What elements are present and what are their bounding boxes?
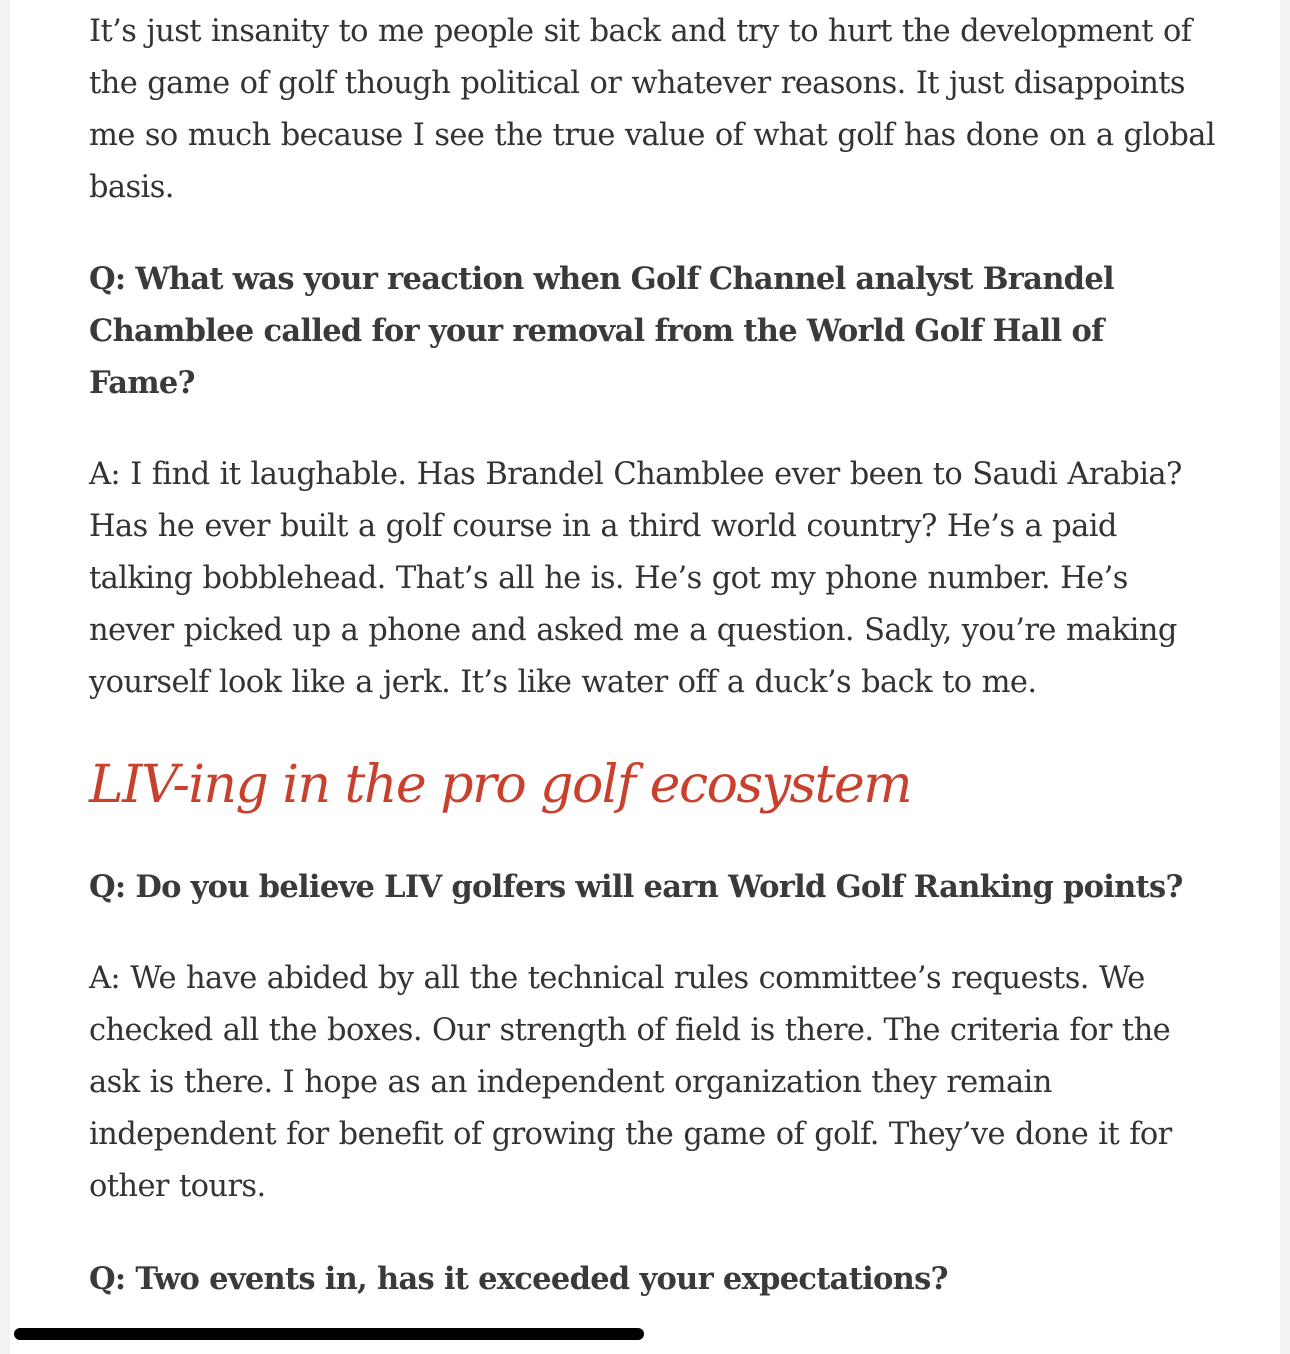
interview-answer: A: I find it laughable. Has Brandel Chamblee ever been to Saudi Arabia? Has he ever built a golf course in a third world country? He’s a paid talking bobblehead. That’s all he is. He’s got my phone number. He’s never picked up a phone and asked me a question. Sadly, you’re making yourself look like a jerk. It’s like water off a duck’s back to me. [89, 457, 1182, 700]
article-page [10, 0, 1280, 1354]
section-heading: LIV-ing in the pro golf ecosystem [89, 755, 912, 815]
home-indicator[interactable] [14, 1328, 644, 1340]
article-paragraph: It’s just insanity to me people sit back and try to hurt the development of the game of golf though political or whatever reasons. It just disappoints me so much because I see the true value of what golf has done on a global basis. [89, 14, 1216, 205]
interview-question: Q: What was your reaction when Golf Channel analyst Brandel Chamblee called for your removal from the World Golf Hall of Fame? [89, 261, 1114, 401]
interview-question: Q: Do you believe LIV golfers will earn World Golf Ranking points? [89, 869, 1183, 905]
interview-answer: A: We have abided by all the technical rules committee’s requests. We checked all the boxes. Our strength of field is there. The criteria for the ask is there. I hope as an independent organization they remain independent for benefit of growing the game of golf. They’ve done it for other tours. [89, 961, 1172, 1204]
interview-question: Q: Two events in, has it exceeded your expectations? [89, 1261, 948, 1297]
